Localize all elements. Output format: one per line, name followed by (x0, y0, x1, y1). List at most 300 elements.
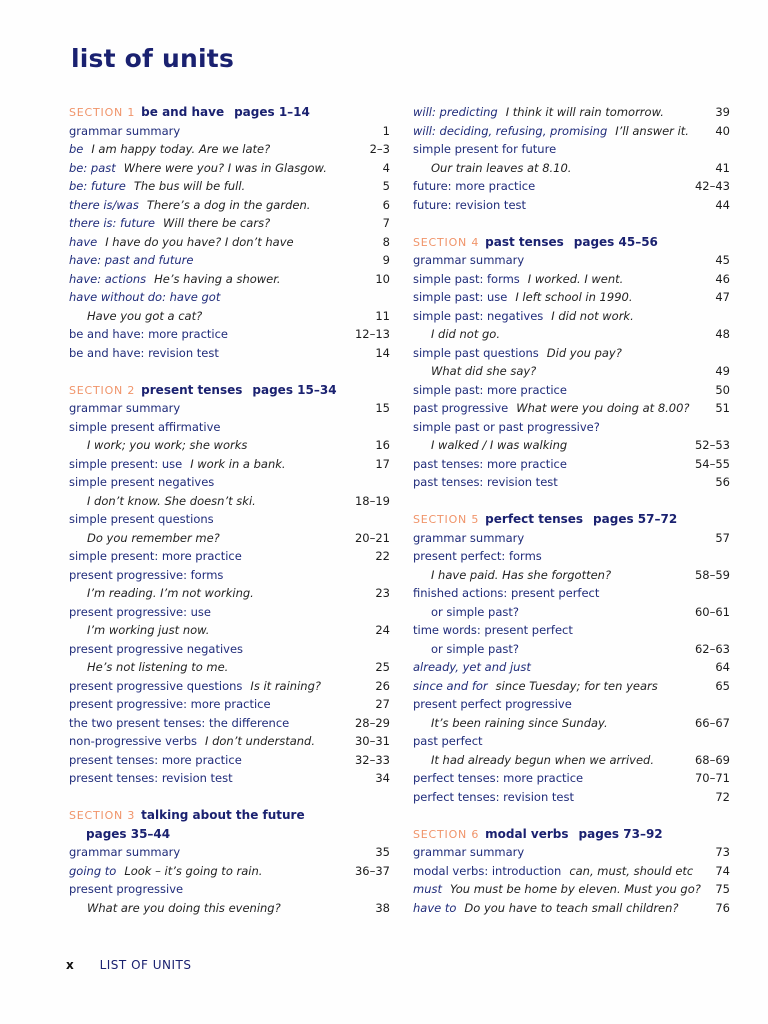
contents-entry (69, 473, 390, 492)
page-number: 57 (715, 530, 730, 545)
contents-entry (69, 177, 390, 196)
page-number-marker: x (66, 958, 74, 972)
contents-entry (69, 122, 390, 141)
contents-entry (413, 769, 730, 788)
section-heading (413, 233, 730, 252)
entry-topic: grammar summary (69, 401, 181, 415)
contents-entry (413, 529, 730, 548)
entry-text (69, 899, 281, 918)
entry-topic: grammar summary (413, 253, 525, 267)
entry-topic: have: actions (69, 271, 147, 286)
entry-text (69, 880, 183, 899)
contents-entry (69, 325, 390, 344)
contents-column-left (69, 103, 390, 917)
footer-label: LIST OF UNITS (99, 958, 192, 972)
entry-example: I’ll answer it. (615, 123, 689, 138)
contents-entry (69, 695, 390, 714)
entry-example: I don’t understand. (205, 734, 316, 748)
entry-text (413, 529, 524, 548)
entry-text (413, 436, 567, 455)
entry-example: Will there be cars? (163, 216, 271, 230)
entry-text (413, 140, 556, 159)
entry-topic: be: past (69, 160, 116, 175)
entry-text (413, 621, 573, 640)
entry-example: I’m working just now. (87, 623, 210, 637)
contents-entry (413, 788, 730, 807)
contents-entry (413, 140, 730, 159)
section-label: SECTION 4 (413, 235, 480, 249)
entry-text (69, 233, 294, 252)
entry-text (413, 880, 701, 899)
page-number: 70–71 (694, 771, 730, 785)
contents-entry (413, 677, 730, 696)
entry-text (69, 418, 221, 437)
page-number: 62–63 (694, 641, 730, 656)
entry-text (69, 196, 310, 215)
entry-topic: have without do: have got (69, 290, 221, 304)
page-number: 44 (715, 197, 730, 212)
entry-text (69, 677, 321, 696)
entry-text (413, 566, 611, 585)
section-heading (69, 103, 390, 122)
page-number: 17 (375, 456, 390, 471)
section-title: present tenses (141, 382, 243, 397)
entry-topic: grammar summary (413, 530, 525, 545)
entry-text (413, 177, 535, 196)
page-number: 32–33 (354, 752, 390, 767)
entry-topic: or simple past? (431, 641, 519, 656)
page-footer (66, 958, 191, 972)
entry-topic: simple present questions (69, 512, 214, 526)
page-number: 23 (375, 586, 390, 600)
page-number: 22 (375, 549, 390, 563)
entry-topic: there is: future (69, 216, 155, 230)
entry-topic: simple past or past progressive? (413, 419, 600, 434)
page-number: 39 (715, 105, 730, 119)
entry-example: Our train leaves at 8.10. (431, 160, 572, 175)
contents-entry (69, 714, 390, 733)
contents-entry (69, 214, 390, 233)
entry-topic: there is/was (69, 197, 139, 212)
page-number: 75 (715, 882, 730, 896)
entry-example: What did she say? (431, 364, 537, 378)
page-number: 15 (375, 401, 390, 415)
entry-text (413, 677, 658, 696)
entry-text (69, 566, 223, 585)
section-pages: pages 57–72 (593, 512, 678, 526)
entry-text (69, 584, 254, 603)
contents-entry (69, 492, 390, 511)
contents-entry (69, 566, 390, 585)
entry-text (413, 251, 524, 270)
entry-text (69, 122, 180, 141)
entry-topic: past tenses: more practice (413, 456, 567, 471)
entry-topic: future: more practice (413, 179, 536, 193)
entry-topic: finished actions: present perfect (413, 586, 600, 600)
entry-topic: will: deciding, refusing, promising (413, 123, 608, 138)
contents-entry (69, 621, 390, 640)
page-number: 20–21 (354, 530, 390, 545)
contents-entry (69, 233, 390, 252)
section-gap (413, 214, 730, 233)
entry-example: I am happy today. Are we late? (91, 142, 271, 156)
entry-text (69, 159, 327, 178)
contents-entry (413, 307, 730, 326)
entry-topic: must (413, 882, 442, 896)
entry-text (413, 714, 608, 733)
entry-topic: be (69, 142, 84, 156)
entry-example: He’s having a shower. (154, 271, 281, 286)
entry-topic: present progressive: use (69, 604, 211, 619)
entry-example: I work; you work; she works (87, 438, 248, 452)
contents-entry (413, 399, 730, 418)
entry-example: I have do you have? I don’t have (105, 234, 294, 249)
contents-entry (69, 529, 390, 548)
contents-entry (69, 880, 390, 899)
entry-text (69, 547, 242, 566)
entry-text (413, 270, 623, 289)
page-number: 36–37 (354, 863, 390, 878)
entry-topic: simple past: more practice (413, 382, 567, 397)
page-number: 49 (715, 364, 730, 378)
entry-example: can, must, should etc (569, 863, 694, 878)
entry-example: Do you remember me? (87, 530, 220, 545)
section-heading (413, 510, 730, 529)
entry-text (413, 640, 519, 659)
entry-topic: simple present: more practice (69, 549, 242, 563)
contents-entry (69, 344, 390, 363)
entry-text (69, 399, 180, 418)
entry-text (69, 640, 243, 659)
section-title: be and have (141, 105, 225, 119)
entry-example: I left school in 1990. (515, 290, 633, 304)
entry-example: I’m reading. I’m not working. (87, 586, 254, 600)
contents-entry (69, 399, 390, 418)
page-number: 4 (382, 160, 390, 175)
entry-topic: present tenses: more practice (69, 752, 242, 767)
entry-example: The bus will be full. (133, 179, 246, 193)
contents-entry (69, 658, 390, 677)
entry-text (69, 751, 242, 770)
entry-topic: already, yet and just (413, 660, 531, 674)
section-pages: pages 1–14 (234, 105, 310, 119)
section-pages: pages 73–92 (578, 826, 663, 841)
page-number: 12–13 (354, 327, 390, 341)
section-label: SECTION 1 (69, 106, 136, 119)
page-number: 52–53 (694, 438, 730, 452)
contents-entry (413, 621, 730, 640)
entry-text (69, 214, 270, 233)
page-number: 41 (715, 160, 730, 175)
entry-topic: since and for (413, 678, 488, 693)
contents-entry (413, 899, 730, 918)
page-number: 48 (715, 327, 730, 341)
section-pages: pages 15–34 (252, 382, 337, 397)
section-label: SECTION 5 (413, 513, 480, 526)
entry-text (69, 658, 228, 677)
contents-entry (413, 251, 730, 270)
page-number: 46 (715, 271, 730, 286)
page-number: 76 (715, 900, 730, 915)
page-number: 58–59 (694, 567, 730, 582)
entry-example: What were you doing at 8.00? (516, 401, 690, 415)
contents-entry (69, 159, 390, 178)
contents-entry (69, 899, 390, 918)
entry-example: I think it will rain tomorrow. (505, 105, 664, 119)
page-number: 34 (375, 771, 390, 785)
entry-text (413, 899, 679, 918)
entry-topic: present progressive negatives (69, 641, 244, 656)
entry-text (413, 307, 634, 326)
entry-topic: present tenses: revision test (69, 771, 233, 785)
contents-entry (69, 603, 390, 622)
entry-topic: perfect tenses: more practice (413, 771, 584, 785)
entry-text (413, 751, 654, 770)
entry-text (69, 529, 220, 548)
contents-entry (69, 732, 390, 751)
section-gap (413, 806, 730, 825)
contents-entry (69, 455, 390, 474)
entry-topic: simple present: use (69, 456, 183, 471)
contents-entry (413, 270, 730, 289)
entry-topic: will: predicting (413, 105, 498, 119)
page-number: 72 (715, 789, 730, 804)
entry-text (413, 122, 689, 141)
contents-entry (69, 843, 390, 862)
page-number: 38 (375, 900, 390, 915)
page-number: 42–43 (694, 179, 730, 193)
entry-topic: simple past: forms (413, 271, 520, 286)
entry-topic: time words: present perfect (413, 623, 573, 637)
entry-example: I walked / I was walking (431, 438, 568, 452)
entry-text (69, 436, 247, 455)
page-number: 10 (375, 271, 390, 286)
entry-text (69, 251, 193, 270)
entry-topic: modal verbs: introduction (413, 863, 562, 878)
entry-example: since Tuesday; for ten years (495, 678, 658, 693)
page-number: 30–31 (354, 734, 390, 748)
entry-topic: past perfect (413, 734, 483, 748)
entry-text (413, 547, 542, 566)
contents-column-right (413, 103, 730, 917)
entry-text (69, 307, 202, 326)
entry-example: What are you doing this evening? (87, 900, 281, 915)
entry-example: Where were you? I was in Glasgow. (123, 160, 327, 175)
page-number: 73 (715, 845, 730, 859)
entry-example: Look – it’s going to rain. (124, 863, 263, 878)
entry-topic: past tenses: revision test (413, 475, 558, 489)
contents-entry (69, 510, 390, 529)
page-number: 56 (715, 475, 730, 489)
section-title: perfect tenses (485, 512, 584, 526)
entry-text (413, 603, 519, 622)
section-pages: pages 35–44 (86, 826, 171, 841)
page-number: 1 (382, 123, 390, 138)
contents-entry (413, 547, 730, 566)
entry-text (413, 159, 571, 178)
entry-text (413, 473, 558, 492)
entry-topic: grammar summary (413, 845, 525, 859)
page-number: 68–69 (694, 752, 730, 767)
entry-text (69, 455, 286, 474)
entry-example: Have you got a cat? (87, 308, 203, 323)
contents-entry (69, 640, 390, 659)
entry-topic: have: past and future (69, 253, 194, 267)
contents-entry (413, 381, 730, 400)
entry-topic: have to (413, 900, 457, 915)
section-title: talking about the future (141, 808, 305, 822)
contents-entry (413, 288, 730, 307)
entry-topic: past progressive (413, 401, 509, 415)
contents-entry (413, 880, 730, 899)
contents-entry (413, 640, 730, 659)
entry-text (69, 621, 209, 640)
entry-text (69, 732, 315, 751)
page-number: 26 (375, 678, 390, 693)
page-number: 35 (375, 845, 390, 859)
contents-entry (69, 751, 390, 770)
entry-topic: have (69, 234, 98, 249)
entry-example: Do you have to teach small children? (464, 900, 679, 915)
contents-entry (413, 714, 730, 733)
section-pages: pages 45–56 (573, 234, 658, 249)
contents-entry (413, 862, 730, 881)
contents-entry (69, 862, 390, 881)
section-heading (413, 825, 730, 844)
entry-topic: going to (69, 863, 117, 878)
entry-topic: be: future (69, 179, 126, 193)
entry-topic: simple present for future (413, 142, 557, 156)
page-number: 11 (375, 308, 390, 323)
entry-text (413, 288, 632, 307)
contents-entry (69, 584, 390, 603)
entry-example: Did you pay? (546, 345, 622, 360)
contents-entry (69, 307, 390, 326)
contents-entry (69, 418, 390, 437)
entry-topic: be and have: more practice (69, 327, 229, 341)
entry-text (413, 769, 583, 788)
page-number: 74 (715, 863, 730, 878)
contents-entry (69, 436, 390, 455)
page-number: 64 (715, 660, 730, 674)
entry-topic: present progressive questions (69, 678, 243, 693)
entry-example: I don’t know. She doesn’t ski. (87, 493, 256, 508)
entry-topic: simple present affirmative (69, 419, 221, 434)
page-number: 50 (715, 382, 730, 397)
contents-entry (413, 196, 730, 215)
entry-text (69, 473, 214, 492)
entry-text (413, 103, 664, 122)
entry-topic: non-progressive verbs (69, 734, 198, 748)
contents-entry (413, 177, 730, 196)
entry-text (69, 695, 271, 714)
page-number: 16 (375, 438, 390, 452)
section-gap (413, 492, 730, 511)
page-number: 6 (382, 197, 390, 212)
page-number: 14 (375, 345, 390, 360)
entry-topic: simple past: negatives (413, 308, 544, 323)
entry-text (413, 196, 526, 215)
page-number: 40 (715, 123, 730, 138)
page-number: 66–67 (694, 715, 730, 730)
section-heading (69, 381, 390, 400)
entry-text (69, 140, 270, 159)
entry-topic: present progressive: more practice (69, 697, 271, 711)
entry-text (413, 344, 622, 363)
contents-entry (413, 732, 730, 751)
contents-entry (69, 547, 390, 566)
page-number: 51 (715, 401, 730, 415)
page-number: 28–29 (354, 715, 390, 730)
entry-example: Is it raining? (250, 678, 321, 693)
page-number: 60–61 (694, 604, 730, 619)
entry-text (69, 769, 233, 788)
contents-entry (69, 769, 390, 788)
entry-text (69, 714, 289, 733)
page-number: 27 (375, 697, 390, 711)
page-number: 2–3 (369, 142, 390, 156)
entry-example: He’s not listening to me. (87, 660, 229, 674)
contents-entry (413, 584, 730, 603)
entry-topic: simple past questions (413, 345, 539, 360)
contents-entry (413, 103, 730, 122)
entry-example: It had already begun when we arrived. (431, 752, 654, 767)
page-number: 65 (715, 678, 730, 693)
entry-text (69, 862, 262, 881)
entry-example: I did not go. (431, 327, 500, 341)
contents-entry (413, 695, 730, 714)
entry-example: I worked. I went. (527, 271, 624, 286)
entry-text (413, 325, 500, 344)
contents-entry (413, 122, 730, 141)
entry-topic: present progressive (69, 882, 184, 896)
entry-text (69, 510, 214, 529)
contents-entry (413, 344, 730, 363)
entry-text (413, 788, 574, 807)
contents-entry (413, 603, 730, 622)
entry-text (413, 455, 567, 474)
contents-entry (413, 658, 730, 677)
page-title: list of units (71, 44, 235, 73)
entry-text (69, 344, 219, 363)
entry-topic: present perfect progressive (413, 697, 572, 711)
page-number: 8 (382, 234, 390, 249)
contents-entry (69, 677, 390, 696)
entry-topic: simple past: use (413, 290, 508, 304)
entry-topic: grammar summary (69, 845, 181, 859)
section-label: SECTION 6 (413, 827, 480, 841)
entry-text (413, 695, 572, 714)
section-gap (69, 362, 390, 381)
entry-example: I did not work. (551, 308, 634, 323)
entry-example: I work in a bank. (190, 456, 286, 471)
page-number: 54–55 (694, 456, 730, 471)
contents-entry (413, 362, 730, 381)
contents-entry (69, 270, 390, 289)
entry-text (413, 732, 483, 751)
entry-example: It’s been raining since Sunday. (431, 715, 608, 730)
page-number: 24 (375, 623, 390, 637)
contents-entry (413, 455, 730, 474)
section-label: SECTION 3 (69, 809, 136, 822)
entry-text (413, 658, 531, 677)
entry-text (413, 418, 600, 437)
entry-topic: perfect tenses: revision test (413, 789, 574, 804)
contents-entry (413, 566, 730, 585)
entry-text (69, 325, 228, 344)
section-heading (69, 806, 390, 825)
page-number: 7 (382, 216, 390, 230)
